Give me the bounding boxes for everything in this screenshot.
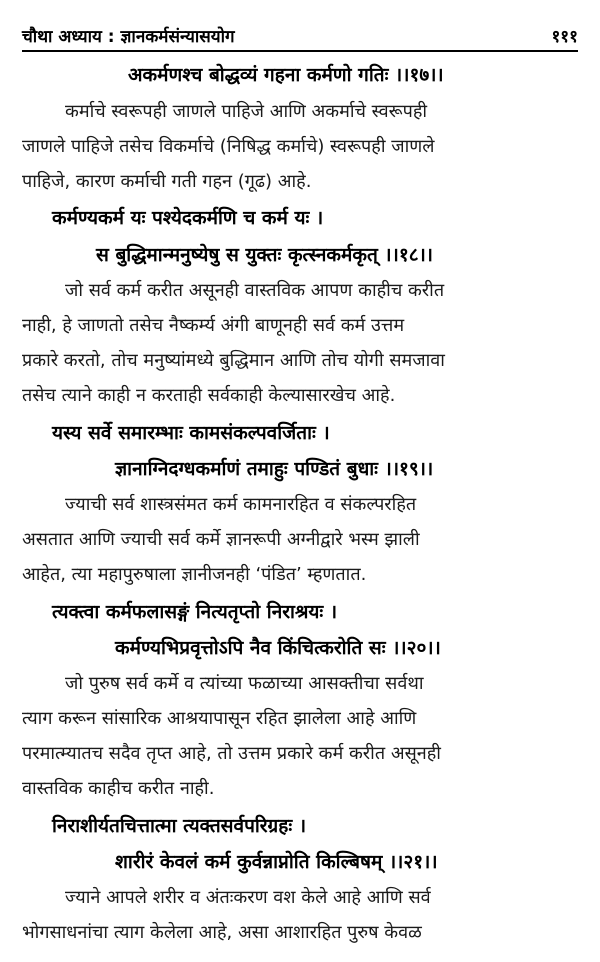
paragraph-line: तसेच त्याने काही न करताही सर्वकाही केल्यासारखेच आहे.: [22, 385, 396, 406]
paragraph-line: ज्याची सर्व शास्त्रसंमत कर्म कामनारहित व संकल्परहित: [65, 494, 417, 515]
page-number: १११: [551, 26, 578, 47]
paragraph-line: त्याग करून सांसारिक आश्रयापासून रहित झालेला आहे आणि: [22, 708, 417, 729]
paragraph-line: जो पुरुष सर्व कर्मे व त्यांच्या फळाच्या आसक्तीचा सर्वथा: [65, 673, 424, 694]
paragraph-line: ज्याने आपले शरीर व अंतःकरण वश केले आहे आणि सर्व: [65, 887, 431, 908]
verse-line: अकर्मणश्च बोद्धव्यं गहना कर्मणो गतिः ।।१७।।: [128, 64, 444, 86]
verse-line: स बुद्धिमान्मनुष्येषु स युक्तः कृत्स्नकर्मकृत् ।।१८।।: [96, 244, 433, 266]
paragraph-line: जो सर्व कर्म करीत असूनही वास्तविक आपण काहीच करीत: [65, 280, 445, 301]
verse-line: कर्मण्यकर्म यः पश्येदकर्मणि च कर्म यः ।: [52, 207, 324, 229]
verse-line: त्यक्त्वा कर्मफलासङ्गं नित्यतृप्तो निराश्रयः ।: [52, 601, 338, 623]
paragraph-line: कर्माचे स्वरूपही जाणले पाहिजे आणि अकर्माचे स्वरूपही: [65, 101, 428, 122]
paragraph-line: असतात आणि ज्याची सर्व कर्मे ज्ञानरूपी अग्नीद्वारे भस्म झाली: [22, 529, 420, 550]
page-header: [22, 22, 578, 48]
header-divider: [22, 50, 578, 52]
verse-line: कर्मण्यभिप्रवृत्तोऽपि नैव किंचित्करोति सः ।।२०।।: [115, 637, 441, 659]
verse-line: यस्य सर्वे समारम्भाः कामसंकल्पवर्जिताः ।: [52, 422, 330, 444]
paragraph-line: जाणले पाहिजे तसेच विकर्माचे (निषिद्ध कर्माचे) स्वरूपही जाणले: [22, 136, 435, 157]
verse-line: शारीरं केवलं कर्म कुर्वन्नाप्नोति किल्बिषम् ।।२१।।: [115, 851, 438, 873]
paragraph-line: वास्तविक काहीच करीत नाही.: [22, 778, 215, 799]
verse-line: ज्ञानाग्निदग्धकर्माणं तमाहुः पण्डितं बुधाः ।।१९।।: [115, 458, 434, 480]
verse-line: निराशीर्यतचित्तात्मा त्यक्तसर्वपरिग्रहः ।: [52, 815, 307, 837]
chapter-title: चौथा अध्याय : ज्ञानकर्मसंन्यासयोग: [22, 26, 235, 47]
paragraph-line: आहेत, त्या महापुरुषाला ज्ञानीजनही ‘पंडित’ म्हणतात.: [22, 564, 367, 585]
paragraph-line: प्रकारे करतो, तोच मनुष्यांमध्ये बुद्धिमान आणि तोच योगी समजावा: [22, 350, 445, 371]
paragraph-line: भोगसाधनांचा त्याग केलेला आहे, असा आशारहित पुरुष केवळ: [22, 922, 422, 943]
paragraph-line: नाही, हे जाणतो तसेच नैष्कर्म्य अंगी बाणूनही सर्व कर्म उत्तम: [22, 315, 405, 336]
paragraph-line: पाहिजे, कारण कर्माची गती गहन (गूढ) आहे.: [22, 171, 312, 192]
paragraph-line: परमात्म्यातच सदैव तृप्त आहे, तो उत्तम प्रकारे कर्म करीत असूनही: [22, 743, 441, 764]
